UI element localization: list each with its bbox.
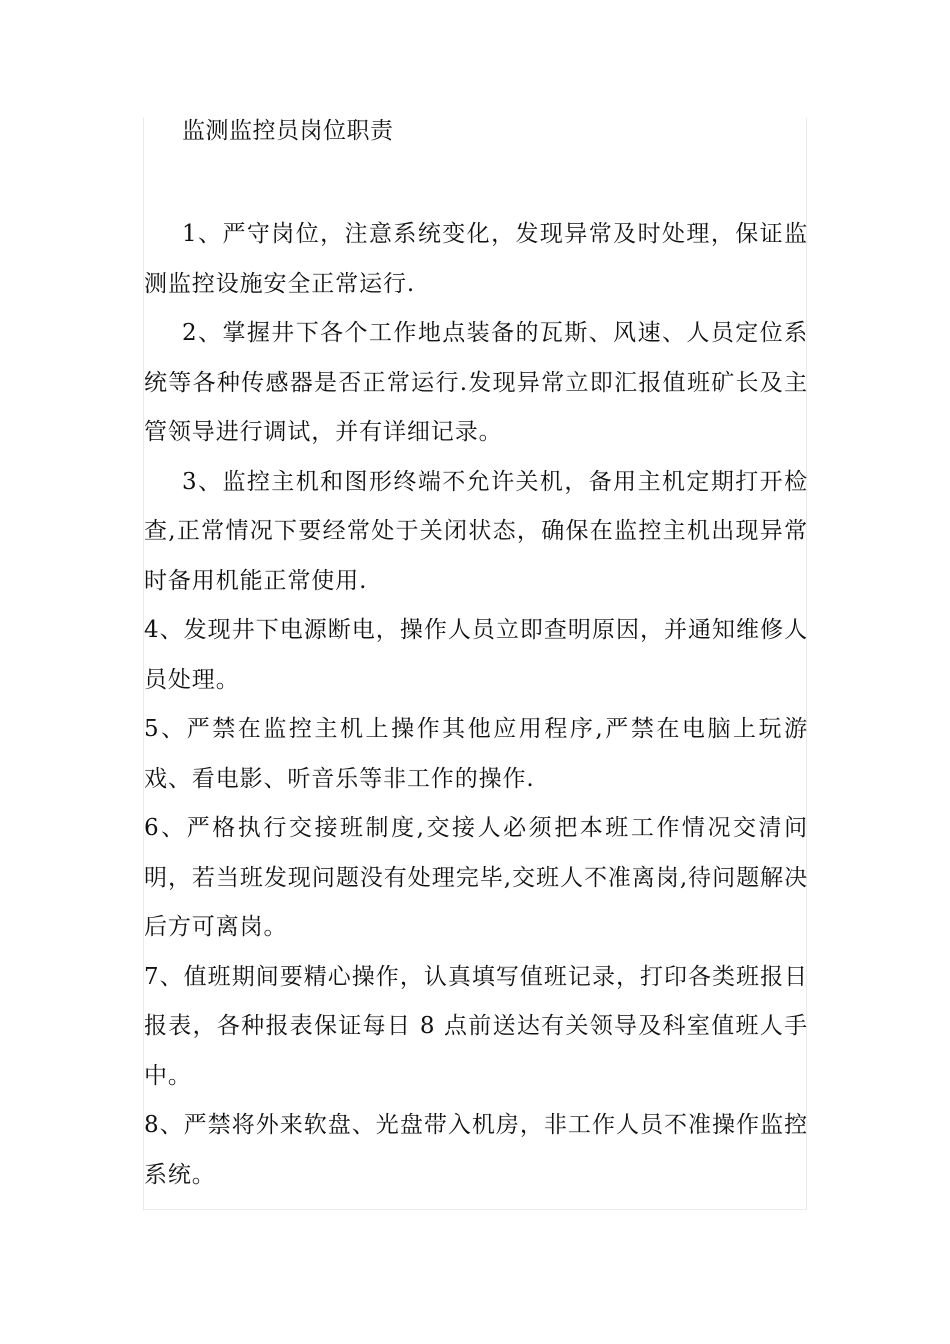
duty-item-4: 4、发现井下电源断电，操作人员立即查明原因，并通知维修人员处理。 [144,617,808,693]
document-title: 监测监控员岗位职责 [182,118,394,144]
duty-item-7: 7、值班期间要精心操作，认真填写值班记录，打印各类班报日报表，各种报表保证每日 8 点前送达有关领导及科室值班人手中。 [144,963,808,1089]
document-body [144,210,808,1200]
duty-item-1: 1、严守岗位，注意系统变化，发现异常及时处理，保证监测监控设施安全正常运行. [144,221,808,297]
duty-item-8: 8、严禁将外来软盘、光盘带入机房，非工作人员不准操作监控系统。 [144,1112,808,1188]
duty-item-2: 2、掌握井下各个工作地点装备的瓦斯、风速、人员定位系统等各种传感器是否正常运行.发现异常立即汇报值班矿长及主管领导进行调试，并有详细记录。 [144,320,808,445]
duty-item-6: 6、严格执行交接班制度,交接人必须把本班工作情况交清问明，若当班发现问题没有处理完毕,交班人不准离岗,待问题解决后方可离岗。 [144,815,808,940]
duty-item-5: 5、严禁在监控主机上操作其他应用程序,严禁在电脑上玩游戏、看电影、听音乐等非工作的操作. [144,716,808,792]
duty-item-3: 3、监控主机和图形终端不允许关机，备用主机定期打开检查,正常情况下要经常处于关闭状态，确保在监控主机出现异常时备用机能正常使用. [144,468,808,594]
